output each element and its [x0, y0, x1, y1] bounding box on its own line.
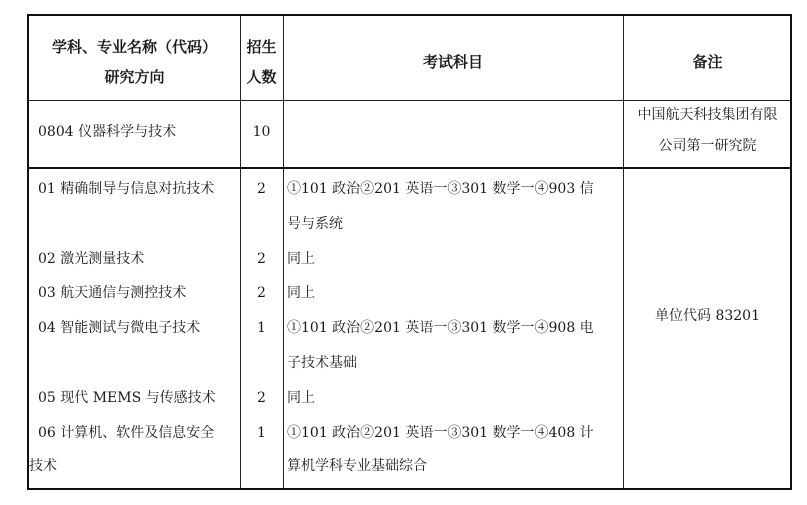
direction-count: 2 — [257, 181, 266, 197]
header-subject — [29, 38, 240, 86]
header-exam: 考试科目 — [422, 53, 483, 71]
direction-count: 2 — [257, 390, 266, 406]
direction-count: 2 — [257, 251, 266, 267]
direction-count: 1 — [257, 320, 266, 336]
column-divider — [623, 16, 624, 488]
direction-name: 06 计算机、软件及信息安全 — [38, 425, 215, 441]
row-divider — [29, 100, 790, 101]
admissions-table — [27, 14, 792, 490]
direction-exam-cont: 算机学科专业基础综合 — [287, 458, 427, 474]
header-notes: 备注 — [692, 53, 723, 71]
direction-exam: ①101 政治②201 英语一③301 数学一④408 计 — [287, 425, 594, 441]
direction-name-cont: 技术 — [29, 458, 57, 474]
direction-exam: 同上 — [287, 390, 315, 406]
direction-exam: ①101 政治②201 英语一③301 数学一④903 信 — [287, 181, 594, 197]
header-subject-line1: 学科、专业名称（代码） — [51, 38, 217, 56]
header-quota-line1: 招生 — [246, 38, 277, 56]
direction-exam: 同上 — [287, 251, 315, 267]
major-note-line2: 公司第一研究院 — [658, 138, 757, 154]
direction-name: 02 激光测量技术 — [38, 251, 145, 267]
direction-exam-cont: 子技术基础 — [287, 355, 357, 371]
direction-exam: ①101 政治②201 英语一③301 数学一④908 电 — [287, 320, 594, 336]
row-divider — [29, 167, 790, 169]
direction-name: 05 现代 MEMS 与传感技术 — [38, 390, 216, 406]
major-count: 10 — [252, 124, 271, 140]
header-quota-line2: 人数 — [246, 68, 277, 86]
column-divider — [283, 16, 284, 488]
direction-name: 04 智能测试与微电子技术 — [38, 320, 201, 336]
direction-name: 01 精确制导与信息对抗技术 — [38, 181, 215, 197]
major-note — [623, 106, 792, 155]
header-quota — [240, 38, 283, 86]
direction-name: 03 航天通信与测控技术 — [38, 285, 187, 301]
header-subject-line2: 研究方向 — [104, 68, 165, 86]
direction-count: 1 — [257, 425, 266, 441]
major-note-line1: 中国航天科技集团有限 — [637, 107, 778, 123]
direction-count: 2 — [257, 285, 266, 301]
direction-exam: 同上 — [287, 285, 315, 301]
major-name: 0804 仪器科学与技术 — [38, 124, 177, 140]
unit-code: 单位代码 83201 — [655, 308, 760, 324]
direction-exam-cont: 号与系统 — [287, 216, 343, 232]
